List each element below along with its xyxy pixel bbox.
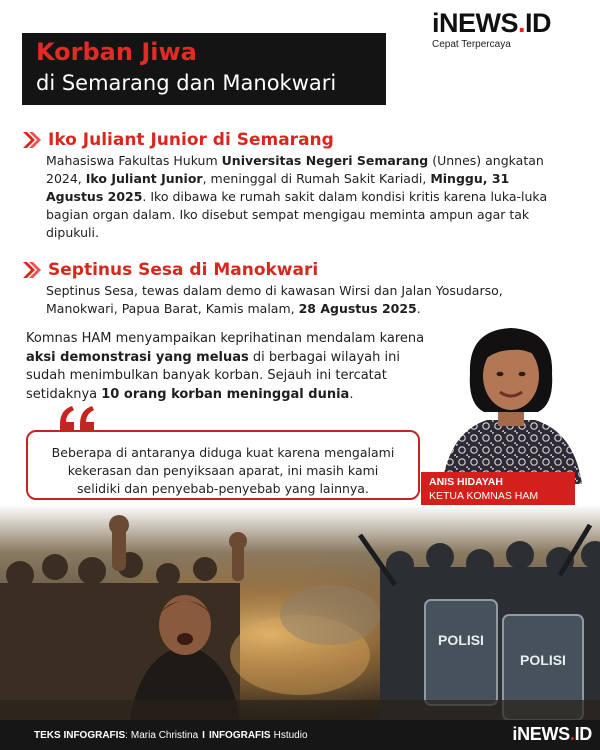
footer-text-author: Maria Christina: [130, 729, 199, 741]
quote-line: Beberapa di antaranya diduga kuat karena mengalami: [51, 445, 395, 460]
komnas-statement: [26, 330, 436, 404]
bold-text: Minggu, 31 Agustus 2025: [46, 171, 510, 204]
footer-logo: iNEWS.ID: [512, 724, 592, 744]
shield-label: POLISI: [438, 632, 484, 648]
brand-tagline: Cepat Terpercaya: [432, 39, 511, 50]
victim-heading: [22, 258, 582, 282]
quote-line: selidiki dan penyebab-penyebab yang lainnya.: [77, 481, 369, 496]
bold-text: Universitas Negeri Semarang: [221, 153, 429, 168]
footer-separator: I: [202, 729, 205, 741]
text-run: (Unnes) angkatan 2024,: [46, 153, 544, 186]
victim-name: Septinus Sesa di Manokwari: [48, 260, 319, 280]
victim-section-semarang: [22, 128, 582, 242]
victim-section-manokwari: [22, 258, 582, 318]
shield-label: POLISI: [520, 652, 566, 668]
protest-illustration: [0, 505, 600, 720]
victim-heading: [22, 128, 582, 152]
victim-description: [46, 152, 566, 242]
quote-box: [26, 430, 420, 500]
page-subtitle: di Semarang dan Manokwari: [36, 71, 337, 95]
footer-graphic-label: INFOGRAFIS: [208, 729, 271, 741]
speaker-caption: [421, 472, 575, 506]
speaker-portrait: [432, 312, 590, 484]
text-run: , meninggal di Rumah Sakit Kariadi,: [202, 171, 431, 186]
text-run: . Iko dibawa ke rumah sakit dalam kondisi kritis karena luka-luka bagian organ dalam. Iko disebut sempat mengigau meminta ampun agar tak dipukuli.: [46, 189, 548, 240]
double-arrow-icon: [22, 131, 42, 149]
footer-graphic-author: Hstudio: [273, 729, 308, 741]
bold-text: aksi demonstrasi yang meluas: [26, 349, 249, 365]
speaker-role: KETUA KOMNAS HAM: [429, 490, 539, 502]
text-run: .: [349, 386, 354, 402]
bold-text: Iko Juliant Junior: [85, 171, 203, 186]
brand-logo: iNEWS.ID: [432, 8, 552, 38]
title-box: [22, 33, 386, 105]
text-run: Komnas HAM menyampaikan keprihatinan mendalam karena: [26, 331, 425, 346]
brand-block: [432, 8, 592, 50]
bold-text: 28 Agustus 2025: [298, 301, 417, 316]
double-arrow-icon: [22, 261, 42, 279]
text-run: .: [416, 301, 421, 316]
text-run: Mahasiswa Fakultas Hukum: [46, 153, 222, 168]
victim-name: Iko Juliant Junior di Semarang: [48, 130, 334, 150]
text-run: Septinus Sesa, tewas dalam demo di kawasan Wirsi dan Jalan Yosudarso, Manokwari, Papua Barat, Kamis malam,: [46, 283, 503, 316]
speaker-name: ANIS HIDAYAH: [429, 476, 503, 488]
text-run: di berbagai wilayah ini sudah menimbulkan banyak korban. Sejauh ini tercatat setidaknya: [26, 349, 400, 402]
footer-credits: TEKS INFOGRAFIS : Maria Christina I INFOGRAFIS Hstudio iNEWS.ID: [0, 720, 600, 750]
quote-line: kekerasan dan penyiksaan aparat, ini masih kami: [67, 463, 379, 478]
page-title: Korban Jiwa: [36, 38, 197, 66]
footer-text-label: TEKS INFOGRAFIS: [34, 729, 126, 741]
bold-text: 10 orang korban meninggal dunia: [101, 386, 350, 402]
